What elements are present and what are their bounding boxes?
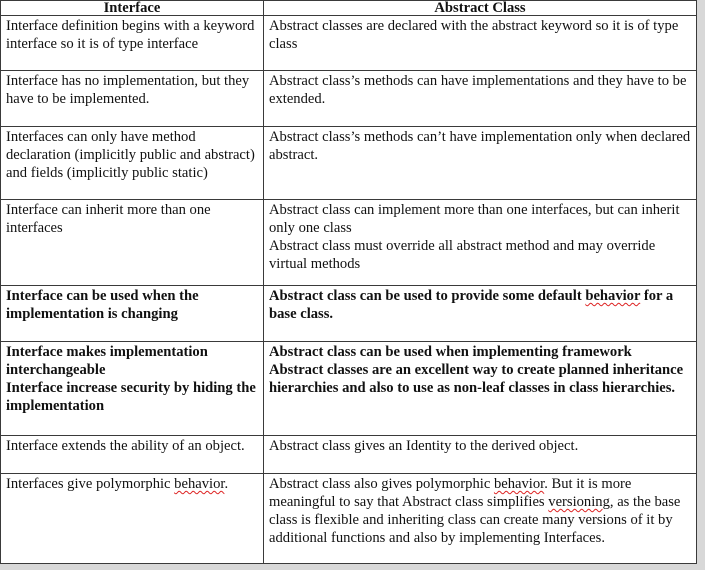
cell-text: Interface definition begins with a keyword interface so it is of type interface bbox=[6, 18, 255, 52]
table-row bbox=[1, 286, 697, 342]
table-row bbox=[1, 127, 697, 200]
interface-cell bbox=[1, 474, 264, 564]
cell-text: Abstract class must override all abstract method and may override virtual methods bbox=[269, 238, 656, 272]
spellcheck-word: behavior bbox=[174, 476, 225, 492]
header-abstract-class: Abstract Class bbox=[264, 1, 697, 16]
interface-cell bbox=[1, 200, 264, 286]
abstract-cell bbox=[264, 127, 697, 200]
cell-text: Interface extends the ability of an object. bbox=[6, 438, 245, 454]
cell-text: Abstract classes are an excellent way to create planned inheritance hierarchies and also to use as non-leaf classes in class hierarchies. bbox=[269, 362, 684, 396]
table-row bbox=[1, 474, 697, 564]
table-row bbox=[1, 71, 697, 127]
cell-text: Abstract class’s methods can have implementations and they have to be extended. bbox=[269, 73, 687, 107]
interface-cell bbox=[1, 71, 264, 127]
spellcheck-word: behavior bbox=[585, 288, 641, 304]
table-row bbox=[1, 200, 697, 286]
cell-text: Interfaces can only have method declaration (implicitly public and abstract) and fields (implicitly public static) bbox=[6, 129, 255, 181]
spellcheck-word: versioning bbox=[548, 494, 610, 510]
cell-text: , as the base class is flexible and inheriting class can create many versions of it by additional functions and also by implementing Interfaces. bbox=[269, 494, 681, 546]
abstract-cell bbox=[264, 286, 697, 342]
cell-text: Interface can be used when the implementation is changing bbox=[6, 288, 199, 322]
interface-cell bbox=[1, 127, 264, 200]
abstract-cell bbox=[264, 71, 697, 127]
cell-text: Abstract class can be used to provide some default bbox=[269, 288, 586, 304]
abstract-cell bbox=[264, 342, 697, 436]
abstract-cell bbox=[264, 474, 697, 564]
cell-text: Interface increase security by hiding the implementation bbox=[6, 380, 256, 414]
cell-text: . But it is more meaningful to say that Abstract class simplifies bbox=[269, 476, 632, 510]
interface-cell bbox=[1, 436, 264, 474]
cell-text: Interface has no implementation, but they have to be implemented. bbox=[6, 73, 250, 107]
cell-text: Abstract class can be used when implementing framework bbox=[269, 344, 632, 360]
table-row bbox=[1, 436, 697, 474]
header-interface: Interface bbox=[1, 1, 264, 16]
cell-text: Interface can inherit more than one interfaces bbox=[6, 202, 211, 236]
table-row bbox=[1, 16, 697, 71]
cell-text: Abstract class’s methods can’t have implementation only when declared abstract. bbox=[269, 129, 691, 163]
cell-text: for a base class. bbox=[269, 288, 674, 322]
cell-text: Interface makes implementation interchangeable bbox=[6, 344, 208, 378]
cell-text: Abstract class also gives polymorphic bbox=[269, 476, 494, 492]
interface-cell bbox=[1, 286, 264, 342]
cell-text: . bbox=[224, 476, 229, 492]
cell-text: Abstract classes are declared with the abstract keyword so it is of type class bbox=[269, 18, 679, 52]
cell-text: Interfaces give polymorphic bbox=[6, 476, 175, 492]
cell-text: Abstract class gives an Identity to the derived object. bbox=[269, 438, 579, 454]
header-row bbox=[1, 1, 697, 16]
interface-cell bbox=[1, 16, 264, 71]
abstract-cell bbox=[264, 436, 697, 474]
cell-text: Abstract class can implement more than one interfaces, but can inherit only one class bbox=[269, 202, 680, 236]
table-row bbox=[1, 342, 697, 436]
abstract-cell bbox=[264, 200, 697, 286]
spellcheck-word: behavior bbox=[493, 476, 545, 492]
abstract-cell bbox=[264, 16, 697, 71]
interface-cell bbox=[1, 342, 264, 436]
